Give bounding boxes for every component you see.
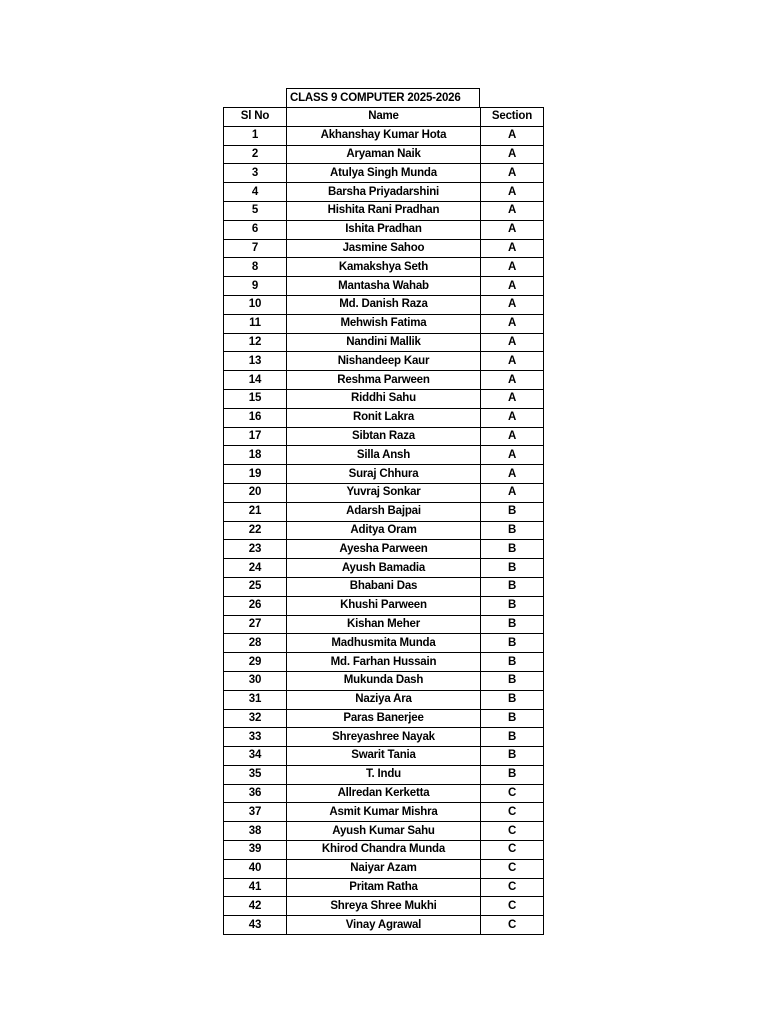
row-student-name: Adarsh Bajpai <box>287 502 481 521</box>
table-row <box>224 164 544 183</box>
row-section: A <box>481 408 544 427</box>
row-student-name: Atulya Singh Munda <box>287 164 481 183</box>
table-row <box>224 352 544 371</box>
row-section: B <box>481 540 544 559</box>
table-row <box>224 483 544 502</box>
row-section: A <box>481 371 544 390</box>
row-section: B <box>481 559 544 578</box>
row-section: A <box>481 201 544 220</box>
row-sl-no: 38 <box>224 822 287 841</box>
row-sl-no: 28 <box>224 634 287 653</box>
row-student-name: Ishita Pradhan <box>287 220 481 239</box>
row-student-name: Madhusmita Munda <box>287 634 481 653</box>
row-sl-no: 25 <box>224 577 287 596</box>
table-row <box>224 446 544 465</box>
row-section: C <box>481 841 544 860</box>
row-sl-no: 39 <box>224 841 287 860</box>
row-section: A <box>481 446 544 465</box>
row-section: C <box>481 822 544 841</box>
table-row <box>224 634 544 653</box>
row-student-name: Mantasha Wahab <box>287 277 481 296</box>
row-sl-no: 23 <box>224 540 287 559</box>
row-section: A <box>481 145 544 164</box>
row-student-name: T. Indu <box>287 765 481 784</box>
table-row <box>224 728 544 747</box>
row-section: B <box>481 653 544 672</box>
row-section: B <box>481 521 544 540</box>
table-row <box>224 220 544 239</box>
row-section: B <box>481 577 544 596</box>
table-row <box>224 897 544 916</box>
student-table <box>223 107 544 935</box>
row-sl-no: 24 <box>224 559 287 578</box>
table-row <box>224 371 544 390</box>
row-student-name: Mukunda Dash <box>287 671 481 690</box>
table-row <box>224 183 544 202</box>
row-student-name: Suraj Chhura <box>287 465 481 484</box>
row-section: A <box>481 277 544 296</box>
row-section: C <box>481 878 544 897</box>
table-row <box>224 521 544 540</box>
row-sl-no: 11 <box>224 314 287 333</box>
table-row <box>224 596 544 615</box>
row-section: A <box>481 164 544 183</box>
row-section: B <box>481 728 544 747</box>
table-row <box>224 389 544 408</box>
row-section: A <box>481 295 544 314</box>
row-section: A <box>481 258 544 277</box>
table-row <box>224 615 544 634</box>
row-section: B <box>481 634 544 653</box>
table-header-row <box>224 108 544 127</box>
row-sl-no: 17 <box>224 427 287 446</box>
row-sl-no: 35 <box>224 765 287 784</box>
row-section: B <box>481 690 544 709</box>
table-row <box>224 671 544 690</box>
row-student-name: Allredan Kerketta <box>287 784 481 803</box>
row-section: A <box>481 183 544 202</box>
row-sl-no: 31 <box>224 690 287 709</box>
row-student-name: Yuvraj Sonkar <box>287 483 481 502</box>
row-sl-no: 30 <box>224 671 287 690</box>
title-spacer <box>223 88 286 107</box>
column-header-sl-no: Sl No <box>224 108 287 127</box>
row-sl-no: 9 <box>224 277 287 296</box>
row-student-name: Riddhi Sahu <box>287 389 481 408</box>
row-section: B <box>481 709 544 728</box>
row-section: C <box>481 803 544 822</box>
table-row <box>224 859 544 878</box>
row-student-name: Shreyashree Nayak <box>287 728 481 747</box>
row-student-name: Naiyar Azam <box>287 859 481 878</box>
table-row <box>224 295 544 314</box>
table-row <box>224 822 544 841</box>
row-section: A <box>481 483 544 502</box>
table-row <box>224 878 544 897</box>
row-sl-no: 15 <box>224 389 287 408</box>
table-row <box>224 540 544 559</box>
row-student-name: Barsha Priyadarshini <box>287 183 481 202</box>
row-student-name: Mehwish Fatima <box>287 314 481 333</box>
row-sl-no: 34 <box>224 747 287 766</box>
row-sl-no: 22 <box>224 521 287 540</box>
row-sl-no: 19 <box>224 465 287 484</box>
row-student-name: Hishita Rani Pradhan <box>287 201 481 220</box>
row-student-name: Khushi Parween <box>287 596 481 615</box>
table-row <box>224 465 544 484</box>
row-student-name: Bhabani Das <box>287 577 481 596</box>
row-student-name: Aditya Oram <box>287 521 481 540</box>
row-sl-no: 43 <box>224 916 287 935</box>
row-sl-no: 42 <box>224 897 287 916</box>
row-section: A <box>481 465 544 484</box>
row-sl-no: 10 <box>224 295 287 314</box>
row-student-name: Ayush Kumar Sahu <box>287 822 481 841</box>
row-sl-no: 2 <box>224 145 287 164</box>
table-row <box>224 916 544 935</box>
row-sl-no: 3 <box>224 164 287 183</box>
row-student-name: Naziya Ara <box>287 690 481 709</box>
table-row <box>224 709 544 728</box>
row-sl-no: 21 <box>224 502 287 521</box>
row-sl-no: 29 <box>224 653 287 672</box>
row-section: C <box>481 897 544 916</box>
table-row <box>224 502 544 521</box>
column-header-section: Section <box>481 108 544 127</box>
row-student-name: Reshma Parween <box>287 371 481 390</box>
row-student-name: Asmit Kumar Mishra <box>287 803 481 822</box>
table-row <box>224 427 544 446</box>
sheet-title: CLASS 9 COMPUTER 2025-2026 <box>286 88 480 107</box>
row-section: A <box>481 427 544 446</box>
row-student-name: Swarit Tania <box>287 747 481 766</box>
row-student-name: Ayush Bamadia <box>287 559 481 578</box>
row-section: B <box>481 747 544 766</box>
table-row <box>224 559 544 578</box>
table-row <box>224 765 544 784</box>
row-student-name: Md. Danish Raza <box>287 295 481 314</box>
row-sl-no: 1 <box>224 126 287 145</box>
row-student-name: Jasmine Sahoo <box>287 239 481 258</box>
table-row <box>224 239 544 258</box>
row-student-name: Pritam Ratha <box>287 878 481 897</box>
table-row <box>224 201 544 220</box>
table-row <box>224 277 544 296</box>
table-row <box>224 653 544 672</box>
table-row <box>224 690 544 709</box>
column-header-name: Name <box>287 108 481 127</box>
row-sl-no: 40 <box>224 859 287 878</box>
table-body <box>224 126 544 934</box>
row-section: B <box>481 765 544 784</box>
row-student-name: Khirod Chandra Munda <box>287 841 481 860</box>
row-sl-no: 7 <box>224 239 287 258</box>
row-student-name: Aryaman Naik <box>287 145 481 164</box>
row-section: A <box>481 314 544 333</box>
row-student-name: Nishandeep Kaur <box>287 352 481 371</box>
table-row <box>224 145 544 164</box>
row-section: A <box>481 126 544 145</box>
row-sl-no: 4 <box>224 183 287 202</box>
row-section: C <box>481 784 544 803</box>
table-row <box>224 841 544 860</box>
row-student-name: Md. Farhan Hussain <box>287 653 481 672</box>
row-sl-no: 41 <box>224 878 287 897</box>
row-section: B <box>481 615 544 634</box>
row-section: B <box>481 502 544 521</box>
row-student-name: Silla Ansh <box>287 446 481 465</box>
row-student-name: Nandini Mallik <box>287 333 481 352</box>
row-sl-no: 20 <box>224 483 287 502</box>
table-row <box>224 126 544 145</box>
row-sl-no: 27 <box>224 615 287 634</box>
table-row <box>224 747 544 766</box>
row-sl-no: 6 <box>224 220 287 239</box>
row-student-name: Kamakshya Seth <box>287 258 481 277</box>
table-row <box>224 803 544 822</box>
row-student-name: Kishan Meher <box>287 615 481 634</box>
class-list-sheet <box>223 88 544 935</box>
row-sl-no: 32 <box>224 709 287 728</box>
row-section: A <box>481 333 544 352</box>
table-row <box>224 784 544 803</box>
table-row <box>224 577 544 596</box>
row-sl-no: 5 <box>224 201 287 220</box>
row-sl-no: 16 <box>224 408 287 427</box>
row-section: A <box>481 389 544 408</box>
row-sl-no: 18 <box>224 446 287 465</box>
row-section: C <box>481 859 544 878</box>
row-student-name: Akhanshay Kumar Hota <box>287 126 481 145</box>
row-section: A <box>481 220 544 239</box>
row-sl-no: 33 <box>224 728 287 747</box>
row-student-name: Shreya Shree Mukhi <box>287 897 481 916</box>
row-section: B <box>481 596 544 615</box>
table-row <box>224 314 544 333</box>
table-row <box>224 408 544 427</box>
row-student-name: Vinay Agrawal <box>287 916 481 935</box>
row-section: B <box>481 671 544 690</box>
row-student-name: Ronit Lakra <box>287 408 481 427</box>
row-sl-no: 37 <box>224 803 287 822</box>
row-sl-no: 36 <box>224 784 287 803</box>
row-section: A <box>481 239 544 258</box>
row-student-name: Paras Banerjee <box>287 709 481 728</box>
row-section: C <box>481 916 544 935</box>
row-sl-no: 14 <box>224 371 287 390</box>
row-student-name: Ayesha Parween <box>287 540 481 559</box>
row-sl-no: 8 <box>224 258 287 277</box>
title-row <box>223 88 544 107</box>
table-row <box>224 333 544 352</box>
row-section: A <box>481 352 544 371</box>
table-row <box>224 258 544 277</box>
row-sl-no: 12 <box>224 333 287 352</box>
row-sl-no: 26 <box>224 596 287 615</box>
row-sl-no: 13 <box>224 352 287 371</box>
row-student-name: Sibtan Raza <box>287 427 481 446</box>
